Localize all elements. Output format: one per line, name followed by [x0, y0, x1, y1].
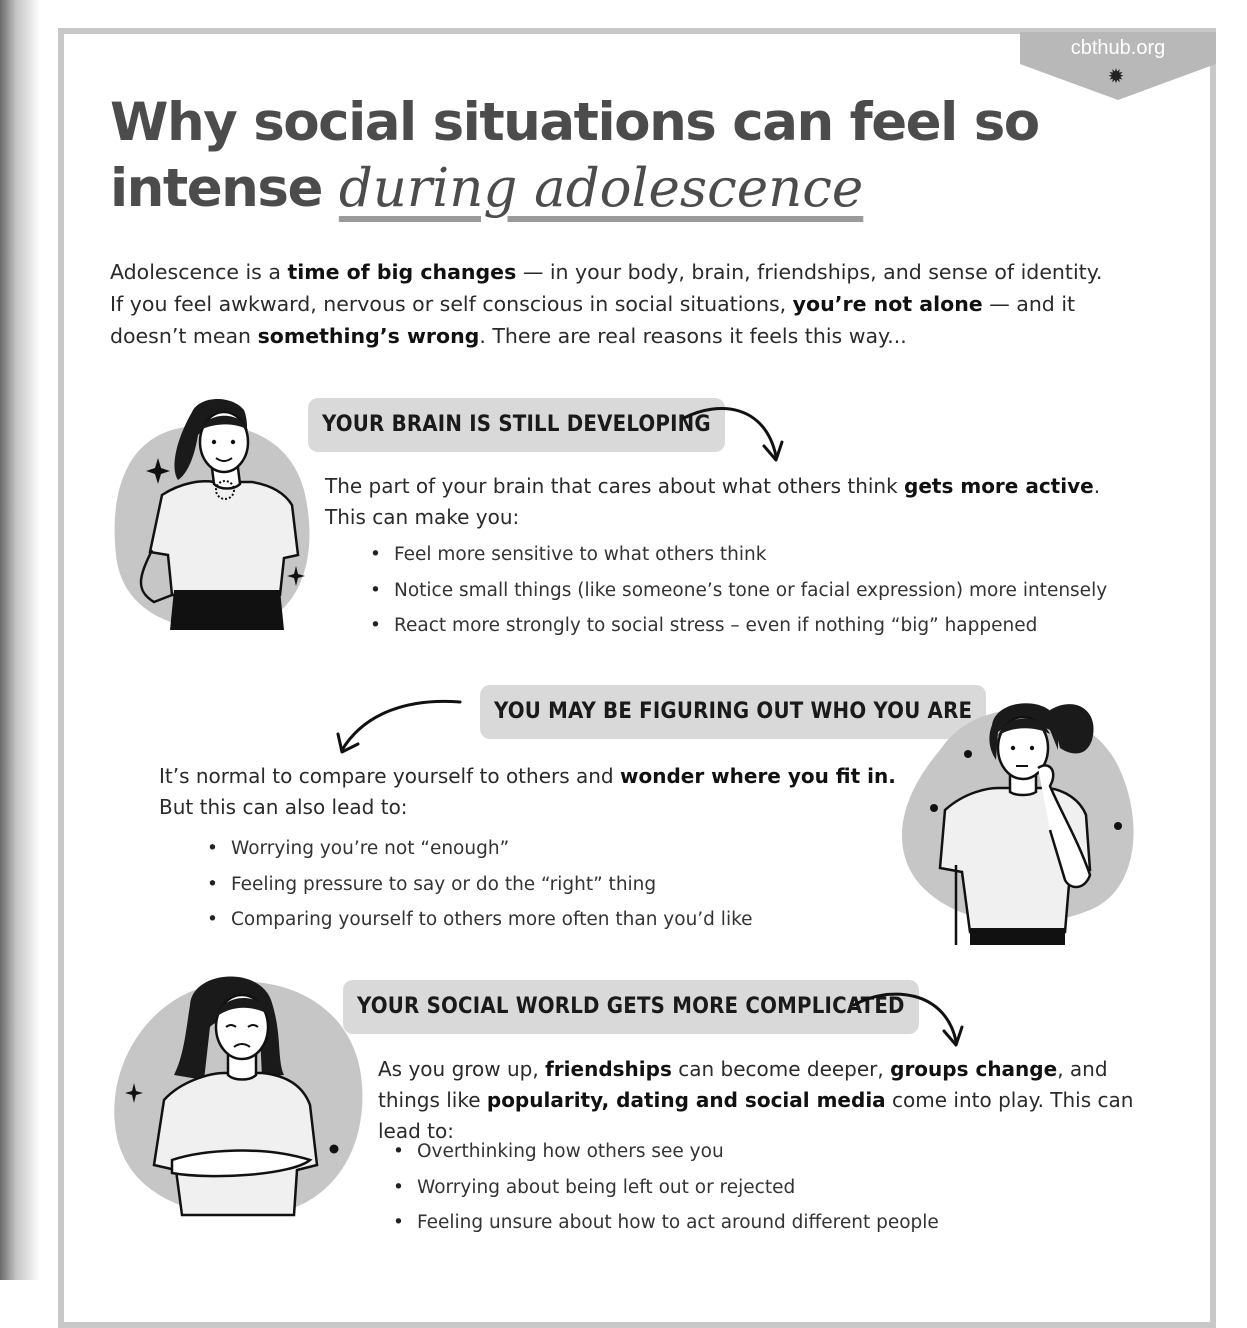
section-bold: popularity, dating and social media — [486, 1088, 886, 1112]
section-text-identity — [159, 761, 899, 823]
section-text: The part of your brain that cares about what others think — [325, 474, 905, 498]
illustration-teen-worried — [112, 965, 367, 1220]
trousers — [970, 928, 1065, 945]
section-bold: friendships — [545, 1057, 672, 1081]
bullet-list-social-world — [393, 1134, 939, 1241]
section-text-brain — [325, 471, 1135, 533]
list-item: • React more strongly to social stress – even if nothing “big” happened — [370, 608, 1107, 644]
intro-text: . There are real reasons it feels this way... — [479, 324, 907, 348]
list-item: • Comparing yourself to others more often than you’d like — [207, 902, 753, 938]
intro-text: — in your body, brain, friendships, and sense of identity. If you feel awkward, nervous or self conscious in social situations, — [110, 260, 1103, 316]
skirt — [170, 590, 284, 630]
illustration-teen-smiling — [112, 390, 322, 635]
shirt — [154, 1073, 317, 1215]
list-item: • Worrying about being left out or rejected — [393, 1170, 939, 1206]
bullet-list-brain — [370, 537, 1107, 644]
section-text: can become deeper, — [671, 1057, 891, 1081]
page-title — [110, 90, 1039, 222]
section-heading-brain: YOUR BRAIN IS STILL DEVELOPING — [308, 398, 725, 452]
title-line-2-handwritten: during adolescence — [338, 158, 864, 219]
section-heading-identity: YOU MAY BE FIGURING OUT WHO YOU ARE — [480, 685, 986, 739]
dot-icon — [964, 750, 972, 758]
page-edge-shadow — [0, 0, 40, 1280]
title-line-1: Why social situations can feel so — [110, 92, 1039, 153]
section-heading-social-world: YOUR SOCIAL WORLD GETS MORE COMPLICATED — [343, 980, 919, 1034]
section-text: , and things like — [378, 1057, 1108, 1112]
eye — [1030, 746, 1034, 750]
illustration-teen-thinking — [900, 690, 1145, 948]
intro-text: Adolescence is a — [110, 260, 288, 284]
list-item: • Feeling pressure to say or do the “right” thing — [207, 867, 753, 903]
eye — [231, 440, 235, 444]
eye — [1011, 746, 1015, 750]
intro-text: — and it doesn’t mean — [110, 292, 1076, 348]
arrow-icon — [680, 400, 790, 470]
intro-paragraph — [110, 256, 1120, 352]
list-item: • Feel more sensitive to what others think — [370, 537, 1107, 573]
list-item: • Feeling unsure about how to act around different people — [393, 1205, 939, 1241]
section-bold: wonder where you fit in. — [620, 764, 896, 788]
dot-icon — [930, 804, 938, 812]
section-bold: groups change — [890, 1057, 1058, 1081]
list-item: • Notice small things (like someone’s tone or facial expression) more intensely — [370, 573, 1107, 609]
eye — [212, 440, 216, 444]
intro-bold: you’re not alone — [792, 292, 983, 316]
section-text: As you grow up, — [378, 1057, 546, 1081]
bullet-list-identity — [207, 831, 753, 938]
list-item: • Overthinking how others see you — [393, 1134, 939, 1170]
intro-bold: time of big changes — [287, 260, 517, 284]
section-text: come into play. This can lead to: — [378, 1088, 1134, 1143]
shirt — [150, 481, 298, 595]
list-item: • Worrying you’re not “enough” — [207, 831, 753, 867]
site-label[interactable]: cbthub.org — [1070, 37, 1166, 59]
star-icon: ✹ — [1107, 64, 1125, 88]
title-line-2-plain: intense — [110, 158, 322, 219]
intro-bold: something’s wrong — [257, 324, 480, 348]
section-text: . This can make you: — [325, 474, 1101, 529]
section-bold: gets more active — [904, 474, 1094, 498]
dot-icon — [330, 1145, 339, 1154]
section-text: It’s normal to compare yourself to others and — [159, 764, 620, 788]
dot-icon — [1114, 822, 1122, 830]
arrow-icon — [330, 690, 465, 760]
section-text: But this can also lead to: — [159, 795, 408, 819]
arrow-icon — [850, 985, 965, 1055]
